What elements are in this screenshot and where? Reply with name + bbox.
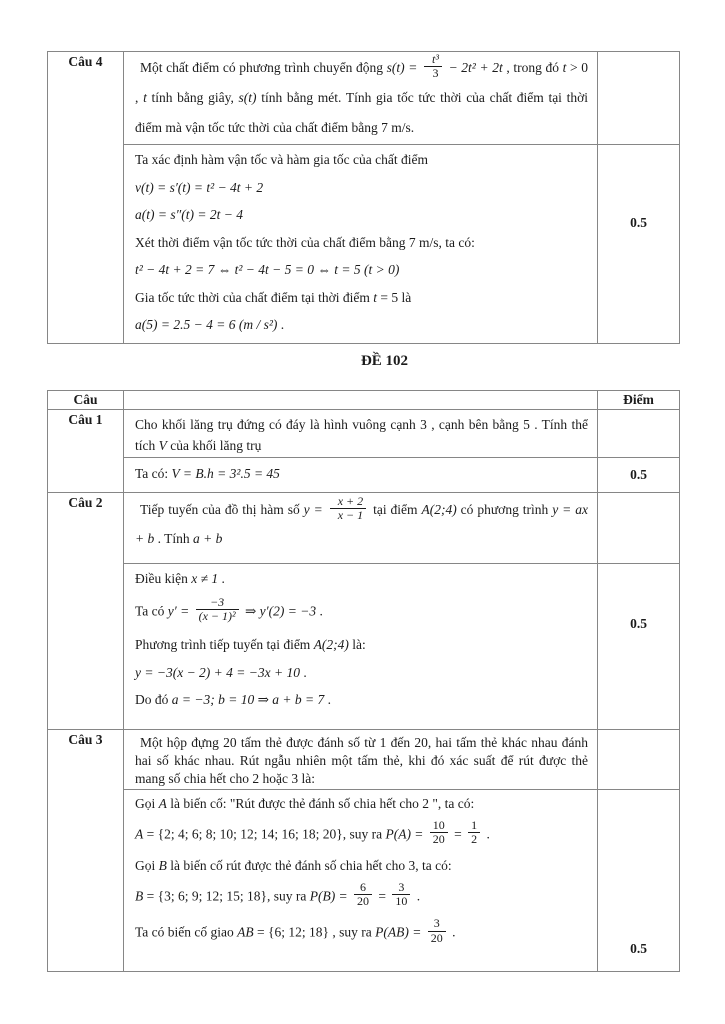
- solution-line: Ta xác định hàm vận tốc và hàm gia tốc của chất điểm: [135, 152, 428, 168]
- question-text: Cho khối lăng trụ đứng có đáy là hình vuông cạnh 3 , cạnh bên bằng 5 . Tính thể tích V của khối lăng trụ: [135, 417, 588, 453]
- cau1-question-score-cell: [598, 410, 680, 458]
- solution-line: t² − 4t + 2 = 7 ⇔ t² − 4t − 5 = 0 ⇔ t = 5 (t > 0): [135, 262, 400, 278]
- cau2-solution-cell: [124, 564, 598, 730]
- table-header-row: [48, 391, 680, 410]
- solution-line: Ta có: V = B.h = 3².5 = 45: [135, 466, 280, 481]
- cau2-solution-row: [48, 564, 680, 730]
- column-header-diem: [598, 391, 680, 410]
- cau2-question-score-cell: [598, 493, 680, 564]
- cau2-question-row: [48, 493, 680, 564]
- cau1-question-row: [48, 410, 680, 458]
- score-value: 0.5: [630, 467, 647, 482]
- cau1-solution-cell: [124, 458, 598, 493]
- cau4-solution-cell: [124, 145, 598, 344]
- cau4-label: Câu 4: [68, 54, 103, 69]
- cau4-label-cell: [48, 52, 124, 344]
- cau3-question-score-cell: [598, 730, 680, 790]
- solution-line: y = −3(x − 2) + 4 = −3x + 10 .: [135, 664, 307, 680]
- cau3-question-row: [48, 730, 680, 790]
- column-header-cau: [48, 391, 124, 410]
- cau4-table: [47, 51, 680, 344]
- cau4-question-score-cell: [598, 52, 680, 145]
- solution-line: B = {3; 6; 9; 12; 15; 18}, suy ra P(B) = $\frac{6}{20}$ = $\frac{3}{10}$ .: [135, 879, 421, 909]
- header-diem-label: Điểm: [623, 392, 654, 407]
- solution-line: Điều kiện x ≠ 1 .: [135, 571, 225, 586]
- cau2-label: Câu 2: [68, 495, 103, 510]
- solution-line: Gọi B là biến cố rút được thẻ đánh số chia hết cho 3, ta có:: [135, 858, 452, 874]
- question-text: Một hộp đựng 20 tấm thẻ được đánh số từ 1 đến 20, hai tấm thẻ khác nhau đánh hai số khác nhau. Rút ngẫu nhiên một tấm thẻ, khi đó xác suất để rút được thẻ mang số chia hết cho 2 hoặc 3 là:: [135, 735, 588, 786]
- question-text: Một chất điểm có phương trình chuyển động s(t) = $\frac{\text{t³}}{3}$ − 2t² + 2t , trong đó t > 0 , t tính bằng giây, s(t) tính bằng mét. Tính gia tốc tức thời của chất điểm tại thời điểm mà vận tốc tức thời của chất điểm bằng 7 m/s.: [135, 51, 589, 136]
- solution-line: v(t) = s′(t) = t² − 4t + 2: [135, 179, 264, 195]
- cau2-question-cell: [124, 493, 598, 564]
- question-text: Tiếp tuyến của đồ thị hàm số y = $\frac{x + 2}{x - 1}$ tại điểm A(2;4) có phương trình y = ax + b . Tính a + b: [135, 493, 588, 547]
- solution-line: Ta có y′ = $\frac{-3}{\text{(x − 1)²}}$ ⇒ y′(2) = −3 .: [135, 594, 323, 624]
- cau4-solution-row: [48, 145, 680, 344]
- header-cau-label: Câu: [73, 392, 98, 407]
- cau3-solution-row: [48, 790, 680, 972]
- cau4-question-cell: [124, 52, 598, 145]
- cau4-score-cell: [598, 145, 680, 344]
- solution-line: Gia tốc tức thời của chất điểm tại thời điểm t = 5 là: [135, 289, 412, 305]
- cau2-score-cell: [598, 564, 680, 730]
- score-value: 0.5: [630, 615, 647, 631]
- cau3-score-cell: [598, 790, 680, 972]
- solution-line: A = {2; 4; 6; 8; 10; 12; 14; 16; 18; 20}, suy ra P(A) = $\frac{10}{20}$ = $\frac{1}{2}$ .: [135, 817, 490, 847]
- solution-line: a(t) = s″(t) = 2t − 4: [135, 207, 243, 223]
- column-header-middle: [124, 391, 598, 410]
- cau1-solution-row: [48, 458, 680, 493]
- cau2-label-cell: [48, 493, 124, 730]
- cau1-question-cell: [124, 410, 598, 458]
- score-value: 0.5: [630, 941, 647, 956]
- de102-table: [47, 390, 680, 972]
- de-102-heading: ĐỀ 102: [360, 353, 409, 369]
- cau3-question-cell: [124, 730, 598, 790]
- solution-line: Gọi A là biến cố: "Rút được thẻ đánh số chia hết cho 2 ", ta có:: [135, 796, 475, 811]
- cau3-label-cell: [48, 730, 124, 972]
- solution-line: Do đó a = −3; b = 10 ⇒ a + b = 7 .: [135, 692, 331, 708]
- cau1-score-cell: [598, 458, 680, 493]
- cau4-question-row: [48, 52, 680, 145]
- solution-line: Phương trình tiếp tuyến tại điểm A(2;4) là:: [135, 637, 366, 653]
- score-value: 0.5: [630, 215, 647, 231]
- cau1-label: Câu 1: [68, 412, 103, 427]
- cau1-label-cell: [48, 410, 124, 493]
- solution-line: a(5) = 2.5 − 4 = 6 (m / s²) .: [135, 317, 285, 333]
- solution-line: Xét thời điểm vận tốc tức thời của chất điểm bằng 7 m/s, ta có:: [135, 234, 475, 250]
- cau3-solution-cell: [124, 790, 598, 972]
- solution-line: Ta có biến cố giao AB = {6; 12; 18} , suy ra P(AB) = $\frac{3}{20}$ .: [135, 916, 456, 946]
- cau3-label: Câu 3: [68, 732, 103, 747]
